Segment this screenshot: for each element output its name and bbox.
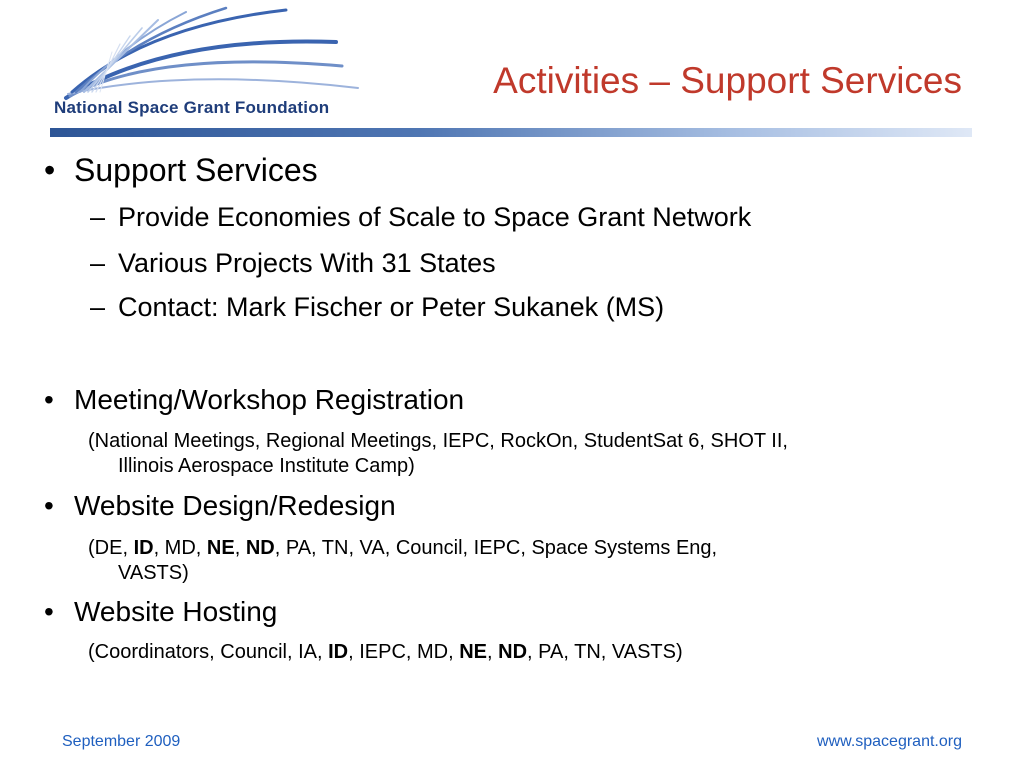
bullet-marker: •: [44, 152, 56, 188]
detail-text: , PA, TN, VASTS): [527, 641, 683, 663]
detail-text: (DE,: [88, 537, 134, 559]
dash-marker: –: [90, 202, 106, 232]
detail-text: , MD,: [153, 537, 207, 559]
state-code-bold: ND: [245, 537, 275, 559]
detail-text: ,: [487, 641, 499, 663]
detail-line: Illinois Aerospace Institute Camp): [118, 455, 415, 477]
meeting-detail: [88, 429, 988, 479]
bullet-label: Website Design/Redesign: [74, 490, 396, 521]
state-code-bold: ID: [133, 537, 154, 559]
dash-marker: –: [90, 292, 106, 322]
sub-item-label: Provide Economies of Scale to Space Grant Network: [118, 202, 752, 232]
footer-url-link[interactable]: www.spacegrant.org: [817, 733, 962, 750]
state-code-bold: NE: [206, 537, 235, 559]
bullet-label: Support Services: [74, 152, 318, 188]
bullet-marker: •: [44, 596, 54, 627]
hosting-detail: [88, 640, 988, 665]
detail-text: (Coordinators, Council, IA,: [88, 641, 329, 663]
bullet-marker: •: [44, 384, 54, 415]
logo-wordmark: National Space Grant Foundation: [54, 98, 330, 117]
page-title: Activities – Support Services: [493, 60, 962, 101]
detail-text: ,: [234, 537, 246, 559]
design-detail: [88, 536, 988, 586]
state-code-bold: ND: [498, 641, 528, 663]
detail-line: (National Meetings, Regional Meetings, IEPC, RockOn, StudentSat 6, SHOT II,: [88, 430, 788, 452]
sub-item-label: Various Projects With 31 States: [118, 248, 496, 278]
detail-text: , IEPC, MD,: [348, 641, 460, 663]
footer-date: September 2009: [62, 733, 181, 750]
bullet-label: Website Hosting: [74, 596, 278, 627]
detail-line: VASTS): [118, 562, 189, 584]
bullet-marker: •: [44, 490, 54, 521]
sub-item-label: Contact: Mark Fischer or Peter Sukanek (MS): [118, 292, 665, 322]
dash-marker: –: [90, 248, 106, 278]
state-code-bold: NE: [459, 641, 488, 663]
state-code-bold: ID: [328, 641, 349, 663]
bullet-label: Meeting/Workshop Registration: [74, 384, 465, 415]
detail-text: , PA, TN, VA, Council, IEPC, Space Systems Eng,: [274, 537, 718, 559]
